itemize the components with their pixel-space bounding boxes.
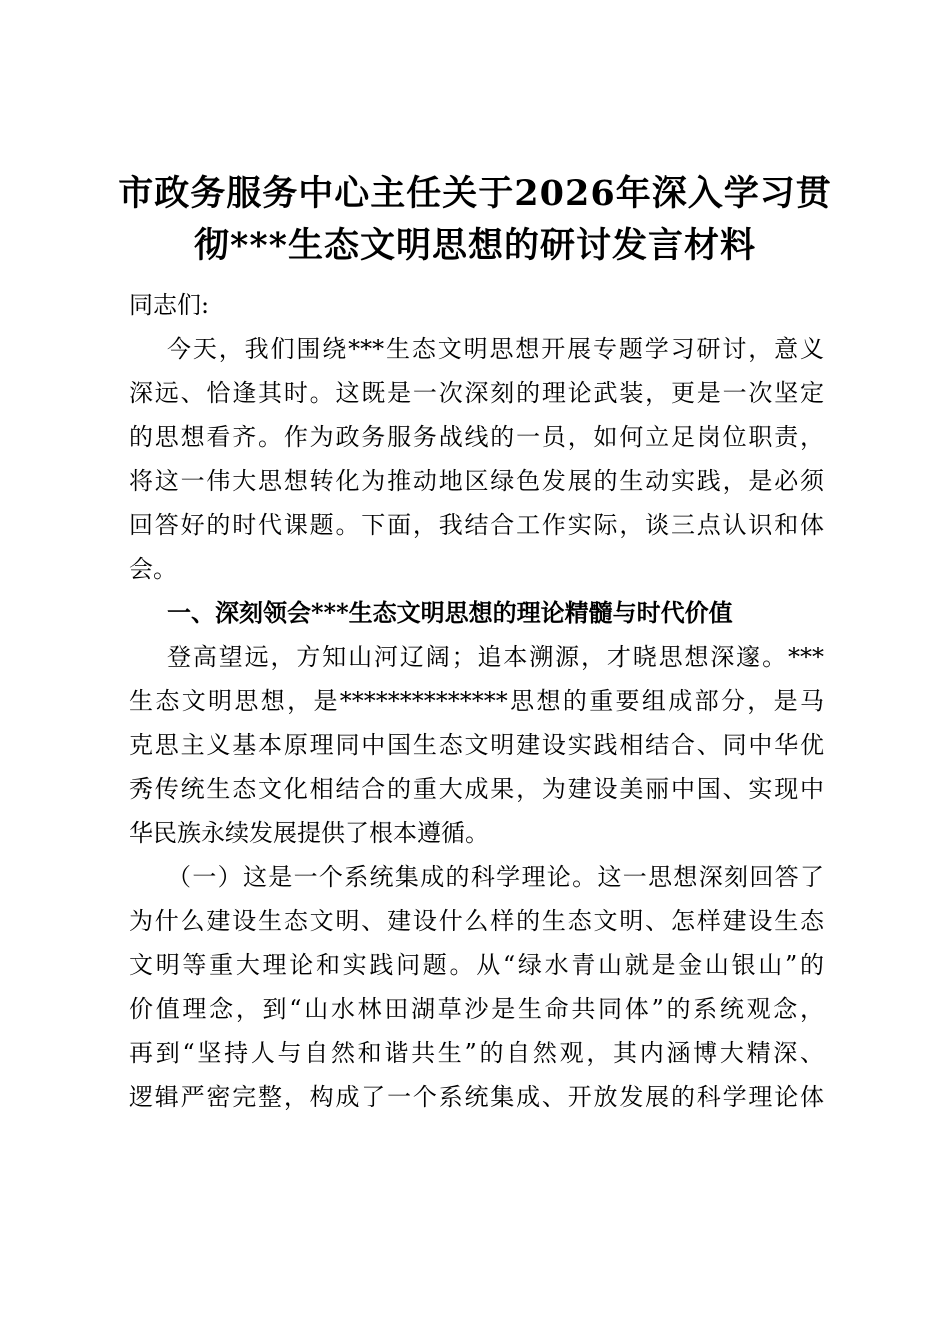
- paragraph-line: 逻辑严密完整，构成了一个系统集成、开放发展的科学理论体: [129, 1083, 824, 1111]
- paragraph-line: 将这一伟大思想转化为推动地区绿色发展的生动实践，是必须: [129, 467, 824, 495]
- paragraph-line: 生态文明思想，是**************思想的重要组成部分，是马: [129, 687, 824, 715]
- paragraph-line: 的思想看齐。作为政务服务战线的一员，如何立足岗位职责，: [129, 423, 824, 451]
- title-line-1: 市政务服务中心主任关于2026年深入学习贯: [118, 173, 832, 214]
- paragraph-line: （一）这是一个系统集成的科学理论。这一思想深刻回答了: [167, 863, 824, 891]
- paragraph-line: 登高望远，方知山河辽阔；追本溯源，才晓思想深邃。***: [167, 643, 824, 671]
- section-heading: 一、深刻领会***生态文明思想的理论精髓与时代价值: [167, 598, 733, 627]
- paragraph-line: 秀传统生态文化相结合的重大成果，为建设美丽中国、实现中: [129, 775, 824, 803]
- greeting: 同志们:: [129, 291, 210, 319]
- document-title: [100, 168, 850, 272]
- paragraph-line: 文明等重大理论和实践问题。从“绿水青山就是金山银山”的: [129, 951, 824, 979]
- paragraph-line: 今天，我们围绕***生态文明思想开展专题学习研讨，意义: [167, 335, 824, 363]
- paragraph-line: 价值理念，到“山水林田湖草沙是生命共同体”的系统观念，: [129, 995, 824, 1023]
- paragraph-line: 回答好的时代课题。下面，我结合工作实际，谈三点认识和体: [129, 511, 824, 539]
- paragraph-line: 华民族永续发展提供了根本遵循。: [129, 819, 489, 847]
- paragraph-line: 克思主义基本原理同中国生态文明建设实践相结合、同中华优: [129, 731, 824, 759]
- paragraph-line: 为什么建设生态文明、建设什么样的生态文明、怎样建设生态: [129, 907, 824, 935]
- paragraph-line: 会。: [129, 555, 177, 583]
- title-line-2: 彻***生态文明思想的研讨发言材料: [194, 225, 756, 266]
- paragraph-line: 深远、恰逢其时。这既是一次深刻的理论武装，更是一次坚定: [129, 379, 824, 407]
- document-body: [129, 283, 824, 1119]
- paragraph-line: 再到“坚持人与自然和谐共生”的自然观，其内涵博大精深、: [129, 1039, 824, 1067]
